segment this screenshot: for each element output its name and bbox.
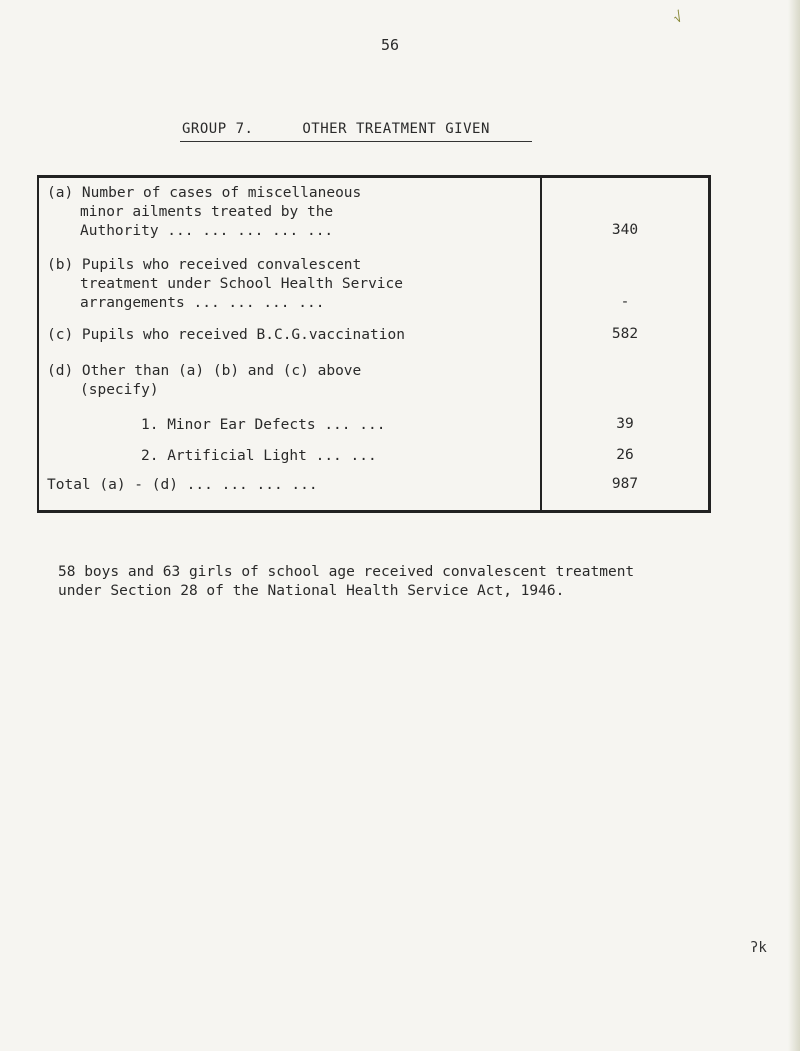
section-title: OTHER TREATMENT GIVEN xyxy=(302,121,490,137)
corner-tick-mark: √ xyxy=(671,8,686,28)
row-description xyxy=(47,362,517,400)
row-value: 26 xyxy=(616,447,634,463)
footnote-line: 58 boys and 63 girls of school age received convalescent treatment xyxy=(58,564,635,580)
row-description xyxy=(47,256,517,313)
row-value: - xyxy=(620,294,630,310)
footnote-line: under Section 28 of the National Health Service Act, 1946. xyxy=(58,583,565,599)
page-edge-shadow xyxy=(788,0,800,1051)
page-number: 56 xyxy=(380,36,400,54)
row-description xyxy=(47,326,517,345)
row-line: (specify) xyxy=(80,382,159,398)
section-heading xyxy=(182,121,490,137)
treatment-table xyxy=(37,175,711,513)
row-line: 1. Minor Ear Defects ... ... xyxy=(141,417,386,433)
row-value: 582 xyxy=(611,326,639,342)
row-value: 39 xyxy=(616,416,634,432)
row-line: (a) Number of cases of miscellaneous xyxy=(47,185,362,201)
row-line: Authority ... ... ... ... ... xyxy=(80,223,334,239)
handwritten-initials: ʔk xyxy=(750,940,767,956)
row-value: 340 xyxy=(611,222,639,238)
row-line: minor ailments treated by the xyxy=(80,204,334,220)
row-line: arrangements ... ... ... ... xyxy=(80,295,325,311)
footnote xyxy=(58,563,634,601)
row-line: (d) Other than (a) (b) and (c) above xyxy=(47,363,362,379)
row-value: 987 xyxy=(611,476,639,492)
row-line: (c) Pupils who received B.C.G.vaccination xyxy=(47,327,405,343)
row-line: 2. Artificial Light ... ... xyxy=(141,448,377,464)
row-line: Total (a) - (d) ... ... ... ... xyxy=(47,477,318,493)
row-line: treatment under School Health Service xyxy=(80,276,404,292)
group-label: GROUP 7. xyxy=(182,121,254,137)
row-description xyxy=(47,476,517,495)
row-line: (b) Pupils who received convalescent xyxy=(47,257,362,273)
heading-underline xyxy=(180,141,532,142)
row-description xyxy=(47,184,517,241)
